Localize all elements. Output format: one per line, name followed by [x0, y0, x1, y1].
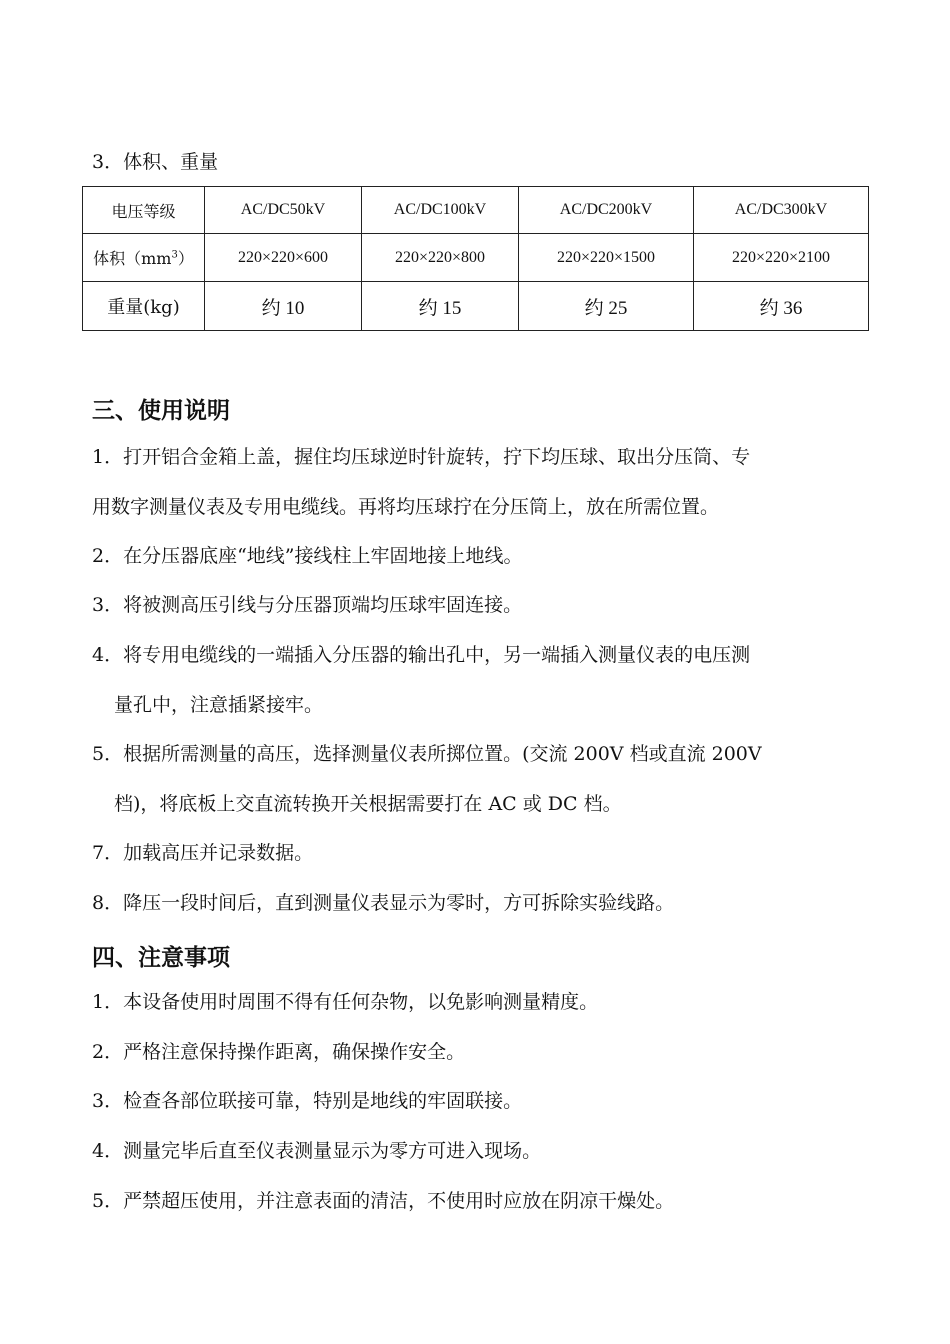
table-cell-weight-label: 重量(kg) [83, 282, 205, 331]
table-cell: AC/DC50kV [205, 187, 362, 234]
list-item [92, 878, 862, 928]
table-cell: 约 25 [519, 282, 694, 331]
list-item [92, 531, 862, 581]
list-item [92, 630, 862, 730]
list-item-line: 3．将被测高压引线与分压器顶端均压球牢固连接。 [92, 594, 523, 616]
list-item [92, 828, 862, 878]
table-row-voltage [83, 187, 869, 234]
table-cell: 220×220×600 [205, 234, 362, 282]
list-item-line: 7．加载高压并记录数据。 [92, 842, 314, 864]
volume-label-text: 体积（mm [93, 249, 172, 268]
list-item: 1．本设备使用时周围不得有任何杂物，以免影响测量精度。 [92, 991, 599, 1013]
spec-table [82, 186, 869, 331]
table-cell: 约 36 [694, 282, 869, 331]
list-item-line: 5．根据所需测量的高压，选择测量仪表所掷位置。(交流 200V 档或直流 200V [92, 743, 762, 765]
table-cell-volume-label [83, 234, 205, 282]
volume-label-sup: 3 [171, 249, 178, 261]
table-cell: 220×220×2100 [694, 234, 869, 282]
list-item: 4．测量完毕后直至仪表测量显示为零方可进入现场。 [92, 1140, 542, 1162]
list-item: 5．严禁超压使用，并注意表面的清洁，不使用时应放在阴凉干燥处。 [92, 1190, 675, 1212]
table-cell: AC/DC100kV [362, 187, 519, 234]
volume-label-end: ） [177, 249, 194, 268]
list-item-line: 用数字测量仪表及专用电缆线。再将均压球拧在分压筒上，放在所需位置。 [92, 496, 720, 518]
list-item [92, 729, 862, 829]
list-item-line: 8．降压一段时间后，直到测量仪表显示为零时，方可拆除实验线路。 [92, 892, 675, 914]
list-item-line: 档)，将底板上交直流转换开关根据需要打在 AC 或 DC 档。 [114, 793, 622, 815]
table-row-weight [83, 282, 869, 331]
list-item-line: 1．打开铝合金箱上盖，握住均压球逆时针旋转，拧下均压球、取出分压筒、专 [92, 446, 751, 468]
list-item [92, 580, 862, 630]
list-item-line: 量孔中，注意插紧接牢。 [114, 694, 324, 716]
list-item [92, 432, 862, 532]
table-cell: 220×220×1500 [519, 234, 694, 282]
list-item: 3．检查各部位联接可靠，特别是地线的牢固联接。 [92, 1090, 523, 1112]
section-title-usage: 三、使用说明 [92, 398, 230, 424]
table-cell: 220×220×800 [362, 234, 519, 282]
table-cell: 约 15 [362, 282, 519, 331]
list-item-line: 4．将专用电缆线的一端插入分压器的输出孔中，另一端插入测量仪表的电压测 [92, 644, 751, 666]
section-title-precautions: 四、注意事项 [92, 945, 230, 971]
list-item-line: 2．在分压器底座“地线”接线柱上牢固地接上地线。 [92, 545, 523, 567]
table-cell-voltage-label: 电压等级 [83, 187, 205, 234]
volume-weight-heading: 3．体积、重量 [92, 151, 219, 173]
table-row-volume [83, 234, 869, 282]
table-cell: AC/DC200kV [519, 187, 694, 234]
table-cell: 约 10 [205, 282, 362, 331]
table-cell: AC/DC300kV [694, 187, 869, 234]
list-item: 2．严格注意保持操作距离，确保操作安全。 [92, 1041, 466, 1063]
